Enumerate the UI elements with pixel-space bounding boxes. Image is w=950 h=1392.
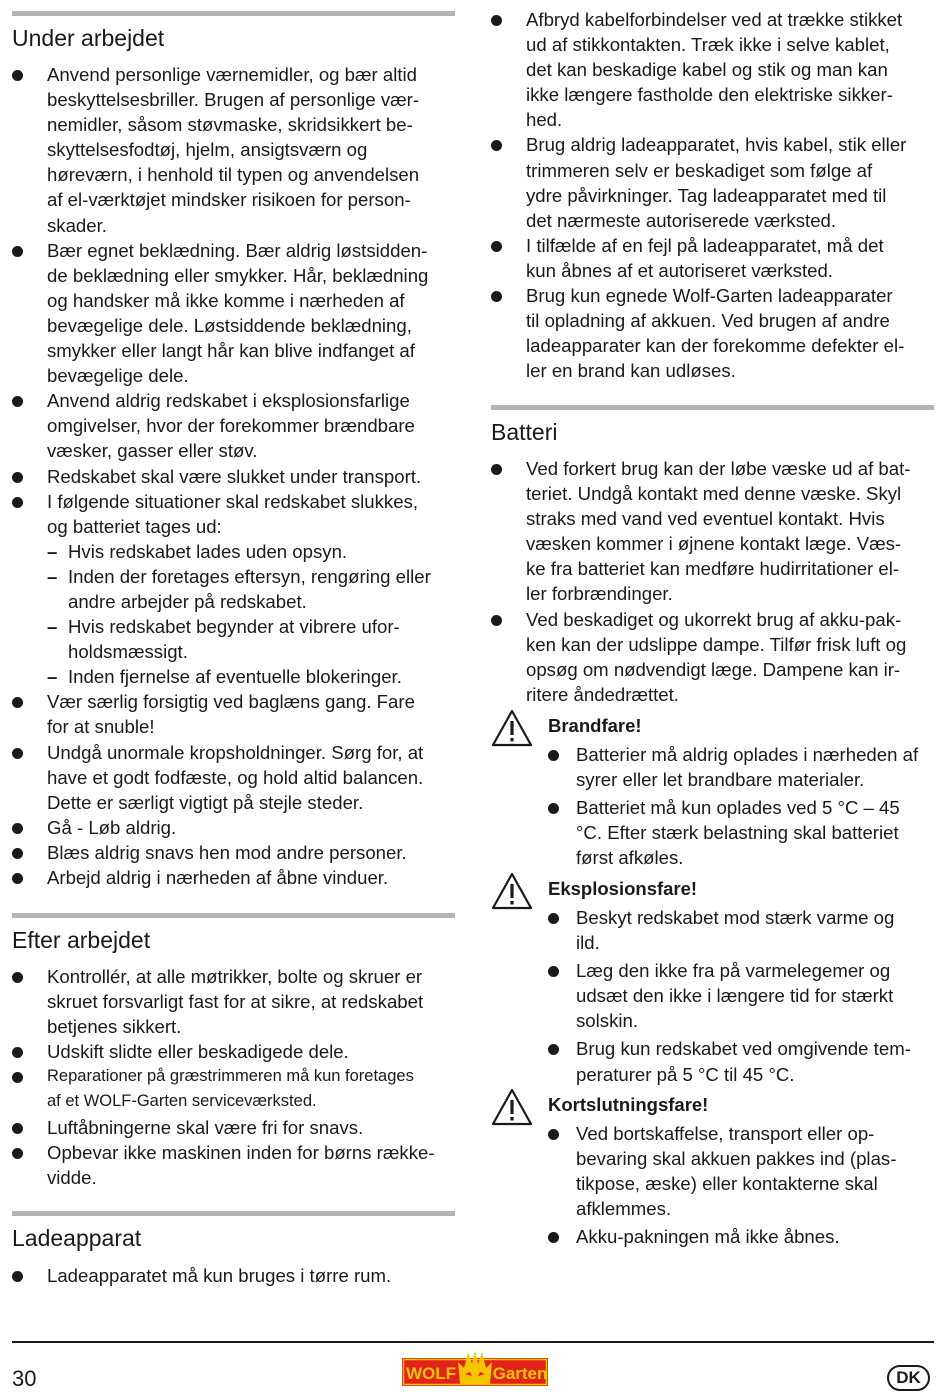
heading-rule	[12, 913, 455, 918]
list-item: Ved beskadiget og ukorrekt brug af akku-pak- ken kan der udslippe dampe. Tilfør frisk luft og opsøg om nødvendigt læge. Dampene kan ir- ritere åndedrættet.	[491, 607, 934, 707]
dash-marker: –	[47, 666, 58, 688]
list-item: Anvend personlige værnemidler, og bær altid beskyttelsesbriller. Brugen af personlige vær- nemidler, såsom støvmaske, skridsikkert be- skyttelsesfodtøj, hjelm, ansigtsværn og høreværn, i henhold til typen og anvendelsen af el-værktøjet mindsker risikoen for person- skader.	[12, 62, 455, 238]
section-efter-arbejdet	[12, 913, 455, 954]
warning-triangle-icon	[491, 709, 533, 747]
dash-item-text: Hvis redskabet lades uden opsyn.	[68, 540, 348, 562]
heading-rule	[12, 11, 455, 16]
section-under-arbejdet	[12, 11, 455, 52]
warning-list	[548, 1121, 934, 1252]
list-item: Arbejd aldrig i nærheden af åbne vinduer.	[12, 865, 455, 890]
warning-list	[548, 742, 934, 873]
warning-item: Akku-pakningen må ikke åbnes.	[548, 1224, 934, 1249]
dash-list-item	[12, 539, 455, 564]
list-item: Blæs aldrig snavs hen mod andre personer.	[12, 840, 455, 865]
ladeapparat-list	[12, 1263, 455, 1288]
dash-list-item	[12, 664, 455, 689]
dash-list-item	[12, 614, 455, 664]
warning-item: Batteriet må kun oplades ved 5 °C – 45 °C. Efter stærk belastning skal batteriet først afkøles.	[548, 795, 934, 870]
section-ladeapparat	[12, 1211, 455, 1252]
warning-list	[548, 905, 934, 1090]
dash-item-text: Inden fjernelse af eventuelle blokeringer.	[68, 666, 402, 688]
list-item: Bær egnet beklædning. Bær aldrig løstsidden- de beklædning eller smykker. Hår, beklædning og handsker må ikke komme i nærheden af bevægelige dele. Løstsiddende beklædning, smykker eller langt hår kan blive indfanget af bevægelige dele.	[12, 238, 455, 389]
efter-arbejdet-list	[12, 964, 455, 1190]
dash-item-text: Inden der foretages eftersyn, rengøring eller andre arbejder på redskabet.	[68, 565, 431, 612]
list-item: I tilfælde af en fejl på ladeapparatet, må det kun åbnes af et autoriseret værksted.	[491, 233, 934, 283]
section-title: Batteri	[491, 419, 558, 445]
under-arbejdet-list	[12, 62, 455, 890]
ladeapparat-continued-list	[491, 7, 934, 383]
warning-item: Beskyt redskabet mod stærk varme og ild.	[548, 905, 934, 955]
section-title: Efter arbejdet	[12, 927, 151, 953]
list-item: Brug aldrig ladeapparatet, hvis kabel, stik eller trimmeren selv er beskadiget som følge af ydre påvirkninger. Tag ladeapparatet med til det nærmeste autoriserede værksted.	[491, 132, 934, 232]
list-item: I følgende situationer skal redskabet slukkes, og batteriet tages ud:	[12, 489, 455, 539]
list-item: Kontrollér, at alle møtrikker, bolte og skruer er skruet forsvarligt fast for at sikre, at redskabet betjenes sikkert.	[12, 964, 455, 1039]
warning-item: Brug kun redskabet ved omgivende tem- peraturer på 5 °C til 45 °C.	[548, 1036, 934, 1086]
section-title: Under arbejdet	[12, 25, 165, 51]
dash-list-item	[12, 564, 455, 614]
list-item: Afbryd kabelforbindelser ved at trække stikket ud af stikkontakten. Træk ikke i selve kablet, det kan beskadige kabel og stik og man kan ikke længere fastholde den elektriske sikker- hed.	[491, 7, 934, 132]
section-title: Ladeapparat	[12, 1225, 142, 1251]
dash-marker: –	[47, 565, 58, 587]
warning-title: Brandfare!	[548, 715, 642, 736]
logo-text-left: WOLF	[405, 1364, 457, 1383]
list-item: Brug kun egnede Wolf-Garten ladeapparater til opladning af akkuen. Ved brugen af andre ladeapparater kan der forekomme defekter el- ler en brand kan udløses.	[491, 283, 934, 383]
heading-rule	[491, 405, 934, 410]
section-batteri	[491, 405, 934, 446]
list-item: Undgå unormale kropsholdninger. Sørg for, at have et godt fodfæste, og hold altid balancen. Dette er særligt vigtigt på stejle steder.	[12, 740, 455, 815]
warning-triangle-icon	[491, 872, 533, 910]
warning-item: Ved bortskaffelse, transport eller op- bevaring skal akkuen pakkes ind (plas- tikpose, æske) eller kontakterne skal afklemmes.	[548, 1121, 934, 1221]
list-item: Udskift slidte eller beskadigede dele.	[12, 1039, 455, 1064]
list-item: Ved forkert brug kan der løbe væske ud af bat- teriet. Undgå kontakt med denne væske. Skyl straks med vand ved eventuel kontakt. Hvis væsken kommer i øjnene kontakt læge. Væs- ke fra batteriet kan medføre hudirritationer el- ler forbrændinger.	[491, 456, 934, 607]
warning-item: Batterier må aldrig oplades i nærheden af syrer eller let brandbare materialer.	[548, 742, 934, 792]
list-item: Reparationer på græstrimmeren må kun foretages af et WOLF-Garten serviceværksted.	[12, 1064, 455, 1114]
wolf-garten-logo	[402, 1348, 548, 1388]
warning-title: Kortslutningsfare!	[548, 1094, 709, 1115]
page-number: 30	[12, 1366, 37, 1391]
list-item: Luftåbningerne skal være fri for snavs.	[12, 1115, 455, 1140]
list-item: Ladeapparatet må kun bruges i tørre rum.	[12, 1263, 455, 1288]
list-item: Gå - Løb aldrig.	[12, 815, 455, 840]
logo-text-right: Garten	[492, 1364, 548, 1383]
list-item: Redskabet skal være slukket under transport.	[12, 464, 455, 489]
dash-marker: –	[47, 540, 58, 562]
list-item: Anvend aldrig redskabet i eksplosionsfarlige omgivelser, hvor der forekommer brændbare væsker, gasser eller støv.	[12, 388, 455, 463]
warning-title: Eksplosionsfare!	[548, 878, 698, 899]
dash-item-text: Hvis redskabet begynder at vibrere ufor- holdsmæssigt.	[68, 616, 400, 663]
warning-item: Læg den ikke fra på varmelegemer og udsæt den ikke i længere tid for stærkt solskin.	[548, 958, 934, 1033]
language-badge: DK	[887, 1365, 930, 1391]
heading-rule	[12, 1211, 455, 1216]
batteri-list	[491, 456, 934, 707]
dash-marker: –	[47, 616, 58, 638]
list-item: Vær særlig forsigtig ved baglæns gang. Fare for at snuble!	[12, 689, 455, 739]
footer-rule	[12, 1341, 934, 1343]
warning-triangle-icon	[491, 1088, 533, 1126]
list-item: Opbevar ikke maskinen inden for børns række- vidde.	[12, 1140, 455, 1190]
